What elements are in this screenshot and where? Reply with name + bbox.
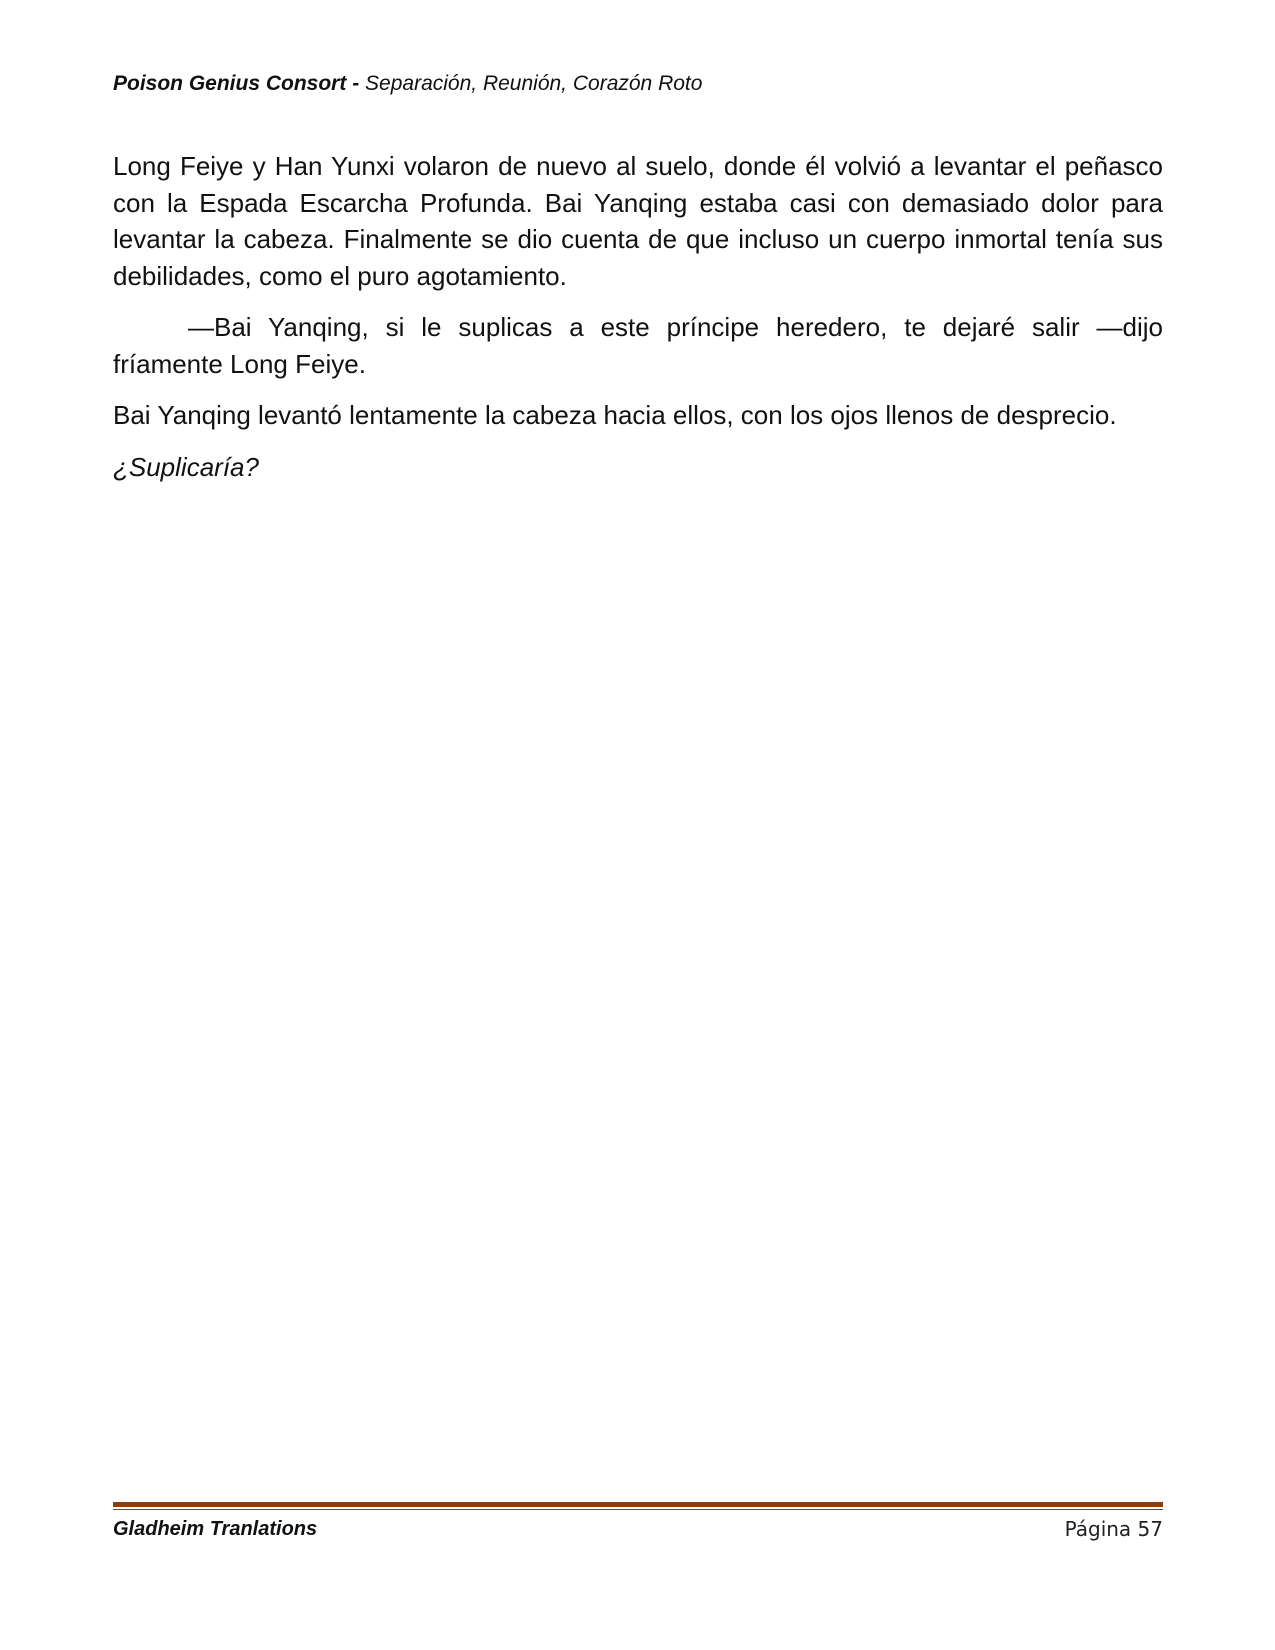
page-number: Página 57 [1064, 1517, 1163, 1541]
paragraph: Bai Yanqing levantó lentamente la cabeza hacia ellos, con los ojos llenos de desprecio. [113, 400, 1117, 430]
italic-question: ¿Suplicaría? [113, 451, 259, 482]
running-header [113, 72, 1163, 96]
footer-rule [113, 1502, 1163, 1512]
book-title: Poison Genius Consort [113, 72, 347, 95]
footer-rule-thin [113, 1509, 1163, 1510]
header-separator: - [352, 72, 360, 95]
footer-publisher: Gladheim Tranlations [113, 1518, 318, 1540]
chapter-title: Separación, Reunión, Corazón Roto [365, 72, 703, 95]
footer-rule-thick [113, 1502, 1163, 1507]
paragraph: Long Feiye y Han Yunxi volaron de nuevo al suelo, donde él volvió a levantar el peñasco con la Espada Escarcha Profunda. Bai Yanqing estaba casi con demasiado dolor para levantar la cabeza. Finalmente se dio cuenta de que incluso un cuerpo inmortal tenía sus debilidades, como el puro agotamiento. [113, 151, 1163, 291]
page-body [113, 148, 1163, 500]
dialogue-paragraph: —Bai Yanqing, si le suplicas a este príncipe heredero, te dejaré salir —dijo fríamente Long Feiye. [113, 312, 1163, 379]
